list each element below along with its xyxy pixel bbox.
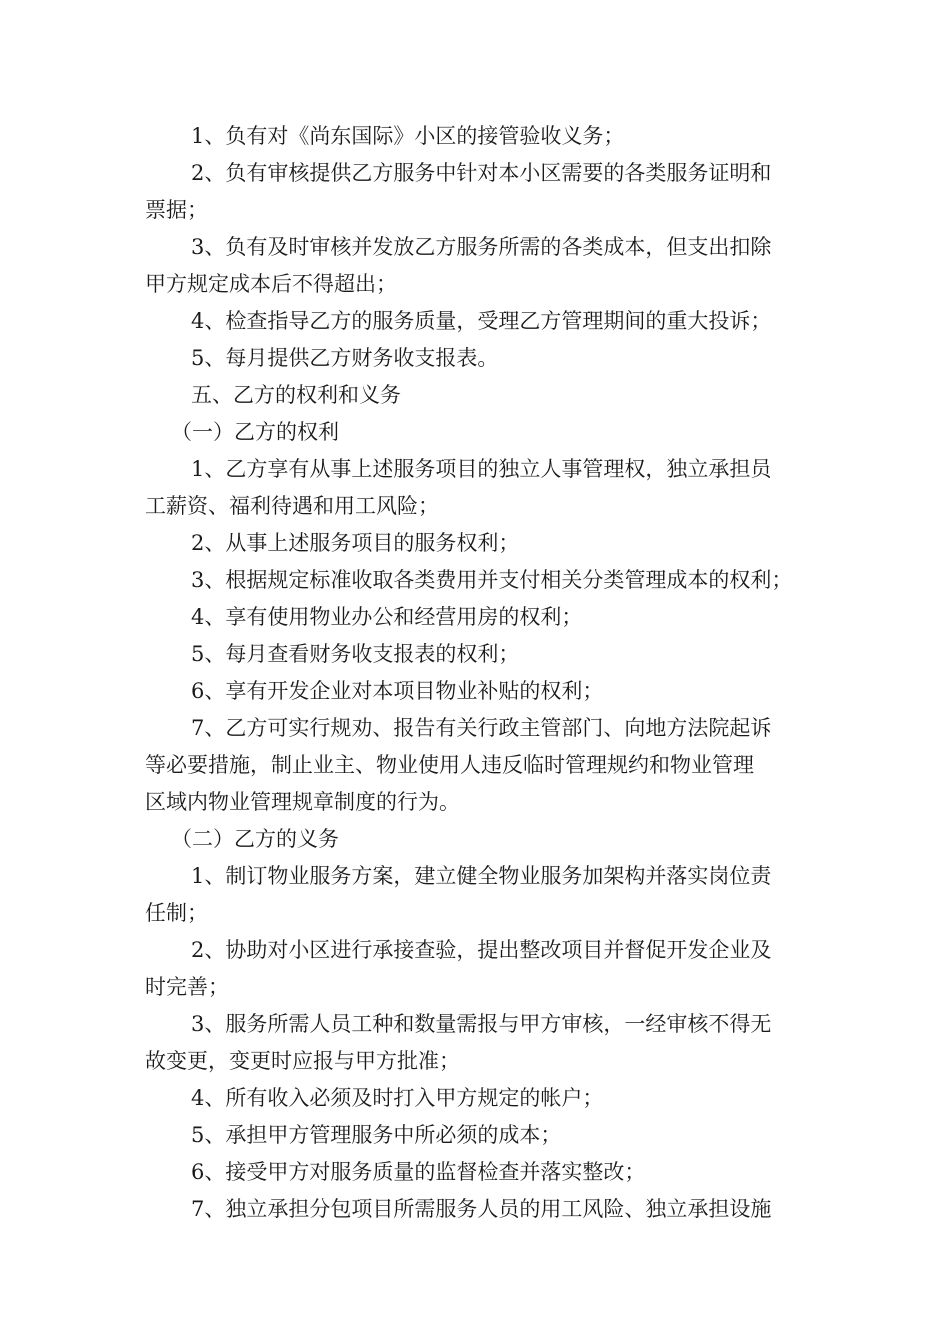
obligations-item-1-line-1: 1、制订物业服务方案，建立健全物业服务加架构并落实岗位责 [191,864,772,888]
rights-item-1-line-1: 1、乙方享有从事上述服务项目的独立人事管理权，独立承担员 [191,457,772,481]
subsection-heading-rights: （一）乙方的权利 [171,420,339,444]
paragraph-2-line-1: 2、负有审核提供乙方服务中针对本小区需要的各类服务证明和 [191,161,772,185]
rights-item-5: 5、每月查看财务收支报表的权利； [191,642,520,666]
obligations-item-6: 6、接受甲方对服务质量的监督检查并落实整改； [191,1160,646,1184]
rights-item-4: 4、享有使用物业办公和经营用房的权利； [191,605,583,629]
obligations-item-1-line-2: 任制； [145,901,208,925]
rights-item-7-line-3: 区域内物业管理规章制度的行为。 [145,790,460,814]
rights-item-6: 6、享有开发企业对本项目物业补贴的权利； [191,679,604,703]
obligations-item-3-line-2: 故变更，变更时应报与甲方批准； [145,1049,460,1073]
obligations-item-7: 7、独立承担分包项目所需服务人员的用工风险、独立承担设施 [191,1197,772,1221]
paragraph-4: 4、检查指导乙方的服务质量，受理乙方管理期间的重大投诉； [191,309,772,333]
rights-item-1-line-2: 工薪资、福利待遇和用工风险； [145,494,439,518]
rights-item-7-line-1: 7、乙方可实行规劝、报告有关行政主管部门、向地方法院起诉 [191,716,772,740]
obligations-item-2-line-2: 时完善； [145,975,229,999]
paragraph-3-line-1: 3、负有及时审核并发放乙方服务所需的各类成本，但支出扣除 [191,235,772,259]
section-heading-5: 五、乙方的权利和义务 [191,383,401,407]
paragraph-2-line-2: 票据； [145,198,208,222]
obligations-item-2-line-1: 2、协助对小区进行承接查验，提出整改项目并督促开发企业及 [191,938,772,962]
rights-item-3: 3、根据规定标准收取各类费用并支付相关分类管理成本的权利； [191,568,793,592]
subsection-heading-obligations: （二）乙方的义务 [171,827,339,851]
obligations-item-5: 5、承担甲方管理服务中所必须的成本； [191,1123,562,1147]
paragraph-5: 5、每月提供乙方财务收支报表。 [191,346,499,370]
paragraph-3-line-2: 甲方规定成本后不得超出； [145,272,397,296]
obligations-item-3-line-1: 3、服务所需人员工种和数量需报与甲方审核，一经审核不得无 [191,1012,772,1036]
rights-item-2: 2、从事上述服务项目的服务权利； [191,531,520,555]
rights-item-7-line-2: 等必要措施，制止业主、物业使用人违反临时管理规约和物业管理 [145,753,754,777]
obligations-item-4: 4、所有收入必须及时打入甲方规定的帐户； [191,1086,604,1110]
document-body [145,118,810,1228]
paragraph-1: 1、负有对《尚东国际》小区的接管验收义务； [191,124,625,148]
